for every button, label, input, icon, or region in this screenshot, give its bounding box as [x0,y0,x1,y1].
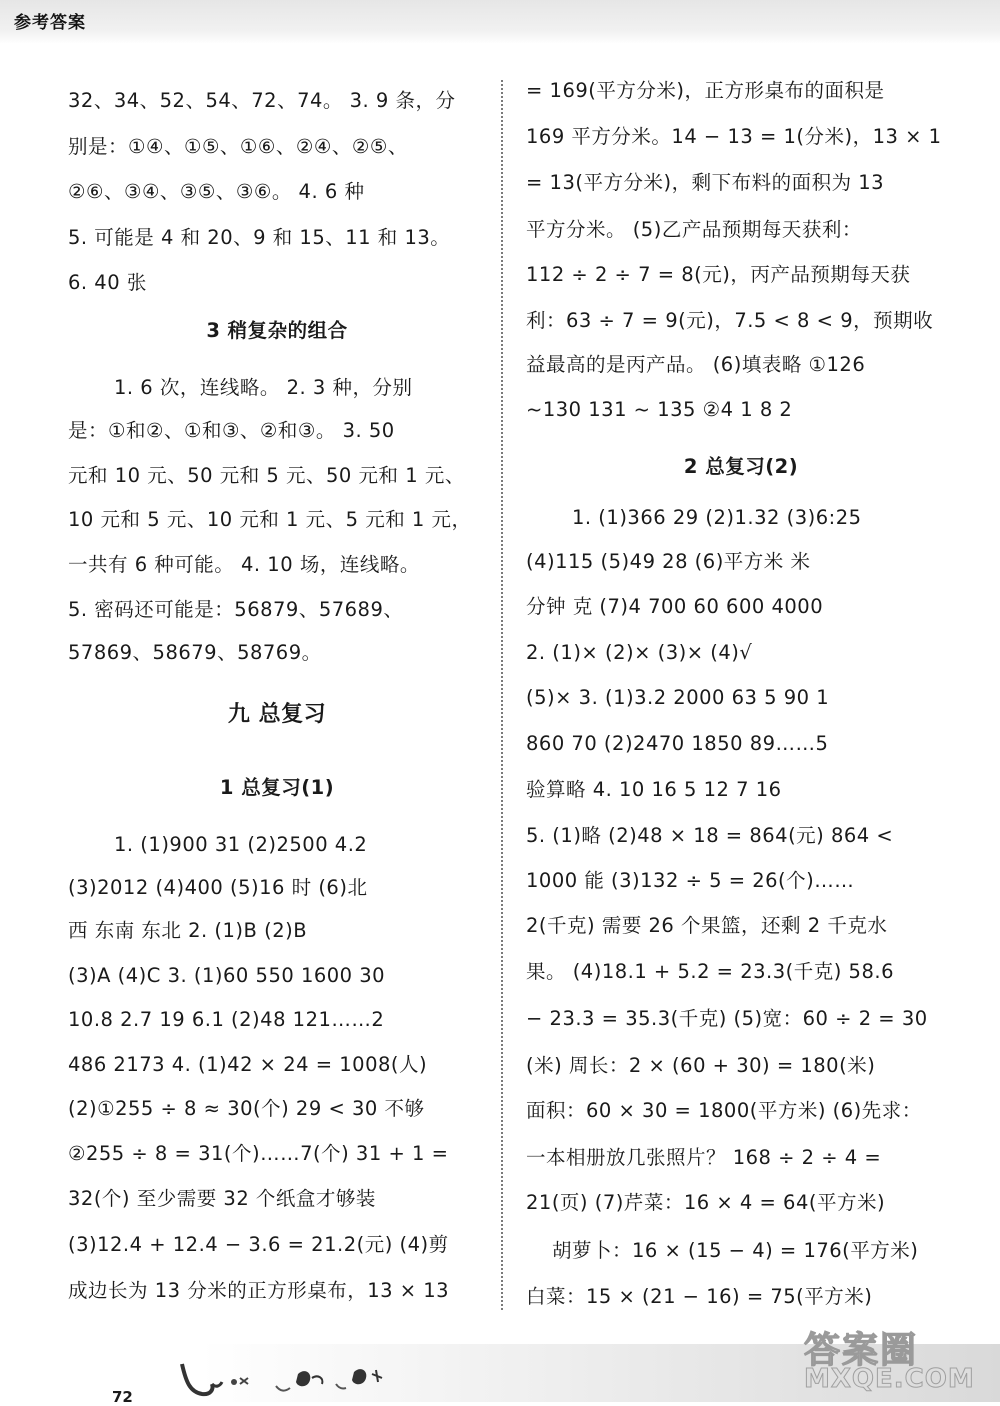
column-divider [501,80,503,1310]
text-line: (5)× 3. (1)3.2 2000 63 5 90 1 [526,686,830,709]
text-line: 1. (1)900 31 (2)2500 4.2 [114,833,368,856]
text-line: 白菜：15 × (21 − 16) = 75(平方米) [526,1285,873,1308]
text-line: 益最高的是丙产品。 (6)填表略 ①126 [526,353,866,376]
watermark-glyphs: 答案圈 [804,1330,919,1371]
text-line: 胡萝卜：16 × (15 − 4) = 176(平方米) [552,1239,919,1262]
text-line: ~130 131 ~ 135 ②4 1 8 2 [526,398,793,421]
text-line: (2)①255 ÷ 8 ≈ 30(个) 29 < 30 不够 [68,1097,425,1120]
text-line: (3)A (4)C 3. (1)60 550 1600 30 [68,964,386,987]
text-line: 6. 40 张 [68,271,147,294]
text-line: = 13(平方分米)，剩下布料的面积为 13 [526,171,885,194]
text-line: 169 平方分米。14 − 13 = 1(分米)，13 × 1 [526,125,942,148]
text-line: 利：63 ÷ 7 = 9(元)，7.5 < 8 < 9，预期收 [526,309,934,332]
text-line: 5. 密码还可能是：56879、57689、 [68,598,404,621]
section-heading: 3 稍复杂的组合 [206,319,348,342]
text-line: 10.8 2.7 19 6.1 (2)48 121……2 [68,1008,385,1031]
section-heading: 2 总复习(2) [683,455,799,478]
page-number: 72 [112,1388,133,1406]
text-line: − 23.3 = 35.3(千克) (5)宽：60 ÷ 2 = 30 [526,1007,928,1030]
header-band [0,0,1000,44]
text-line: 860 70 (2)2470 1850 89……5 [526,732,829,755]
text-line: ②⑥、③④、③⑤、③⑥。 4. 6 种 [68,180,365,203]
text-line: 5. (1)略 (2)48 × 18 = 864(元) 864 < [526,824,894,847]
watermark [796,1322,990,1398]
footer-decoration-icon [176,1352,396,1402]
text-line: 分钟 克 (7)4 700 60 600 4000 [526,595,824,618]
text-line: 21(页) (7)芹菜：16 × 4 = 64(平方米) [526,1191,886,1214]
chapter-heading: 九 总复习 [227,702,327,727]
text-line: 2(千克) 需要 26 个果篮，还剩 2 千克水 [526,914,888,937]
text-line: 2. (1)× (2)× (3)× (4)√ [526,641,753,664]
text-line: 成边长为 13 分米的正方形桌布，13 × 13 [68,1279,450,1302]
text-line: 一本相册放几张照片？ 168 ÷ 2 ÷ 4 = [526,1146,882,1169]
header-label: 参考答案 [14,13,86,33]
text-line: 果。 (4)18.1 + 5.2 = 23.3(千克) 58.6 [526,960,894,983]
text-line: 1. 6 次，连线略。 2. 3 种，分别 [114,376,413,399]
text-line: 5. 可能是 4 和 20、9 和 15、11 和 13。 [68,226,451,249]
section-heading: 1 总复习(1) [219,776,335,799]
text-line: 1. (1)366 29 (2)1.32 (3)6:25 [572,506,862,529]
text-line: 别是：①④、①⑤、①⑥、②④、②⑤、 [68,135,408,158]
text-line: 西 东南 东北 2. (1)B (2)B [68,919,308,942]
text-line: ②255 ÷ 8 = 31(个)……7(个) 31 + 1 = [68,1142,449,1165]
text-line: 10 元和 5 元、10 元和 1 元、5 元和 1 元， [68,508,472,531]
text-line: 元和 10 元、50 元和 5 元、50 元和 1 元、 [68,464,465,487]
text-line: (3)2012 (4)400 (5)16 时 (6)北 [68,876,368,899]
text-line: (4)115 (5)49 28 (6)平方米 米 [526,550,811,573]
text-line: 面积：60 × 30 = 1800(平方米) (6)先求： [526,1099,922,1122]
text-line: 32(个) 至少需要 32 个纸盒才够装 [68,1187,376,1210]
text-line: = 169(平方分米)，正方形桌布的面积是 [526,79,885,102]
text-line: 平方分米。 (5)乙产品预期每天获利： [526,218,862,241]
text-line: 验算略 4. 10 16 5 12 7 16 [526,778,782,801]
text-line: (3)12.4 + 12.4 − 3.6 = 21.2(元) (4)剪 [68,1233,449,1256]
text-line: 是：①和②、①和③、②和③。 3. 50 [68,419,395,442]
text-line: 32、34、52、54、72、74。 3. 9 条，分 [68,89,456,112]
text-line: 57869、58679、58769。 [68,641,322,664]
watermark-url: MXQE.COM [804,1364,975,1394]
text-line: 112 ÷ 2 ÷ 7 = 8(元)，丙产品预期每天获 [526,263,911,286]
text-line: (米) 周长：2 × (60 + 30) = 180(米) [526,1054,876,1077]
text-line: 一共有 6 种可能。 4. 10 场，连线略。 [68,553,420,576]
text-line: 486 2173 4. (1)42 × 24 = 1008(人) [68,1053,428,1076]
text-line: 1000 能 (3)132 ÷ 5 = 26(个)…… [526,869,855,892]
